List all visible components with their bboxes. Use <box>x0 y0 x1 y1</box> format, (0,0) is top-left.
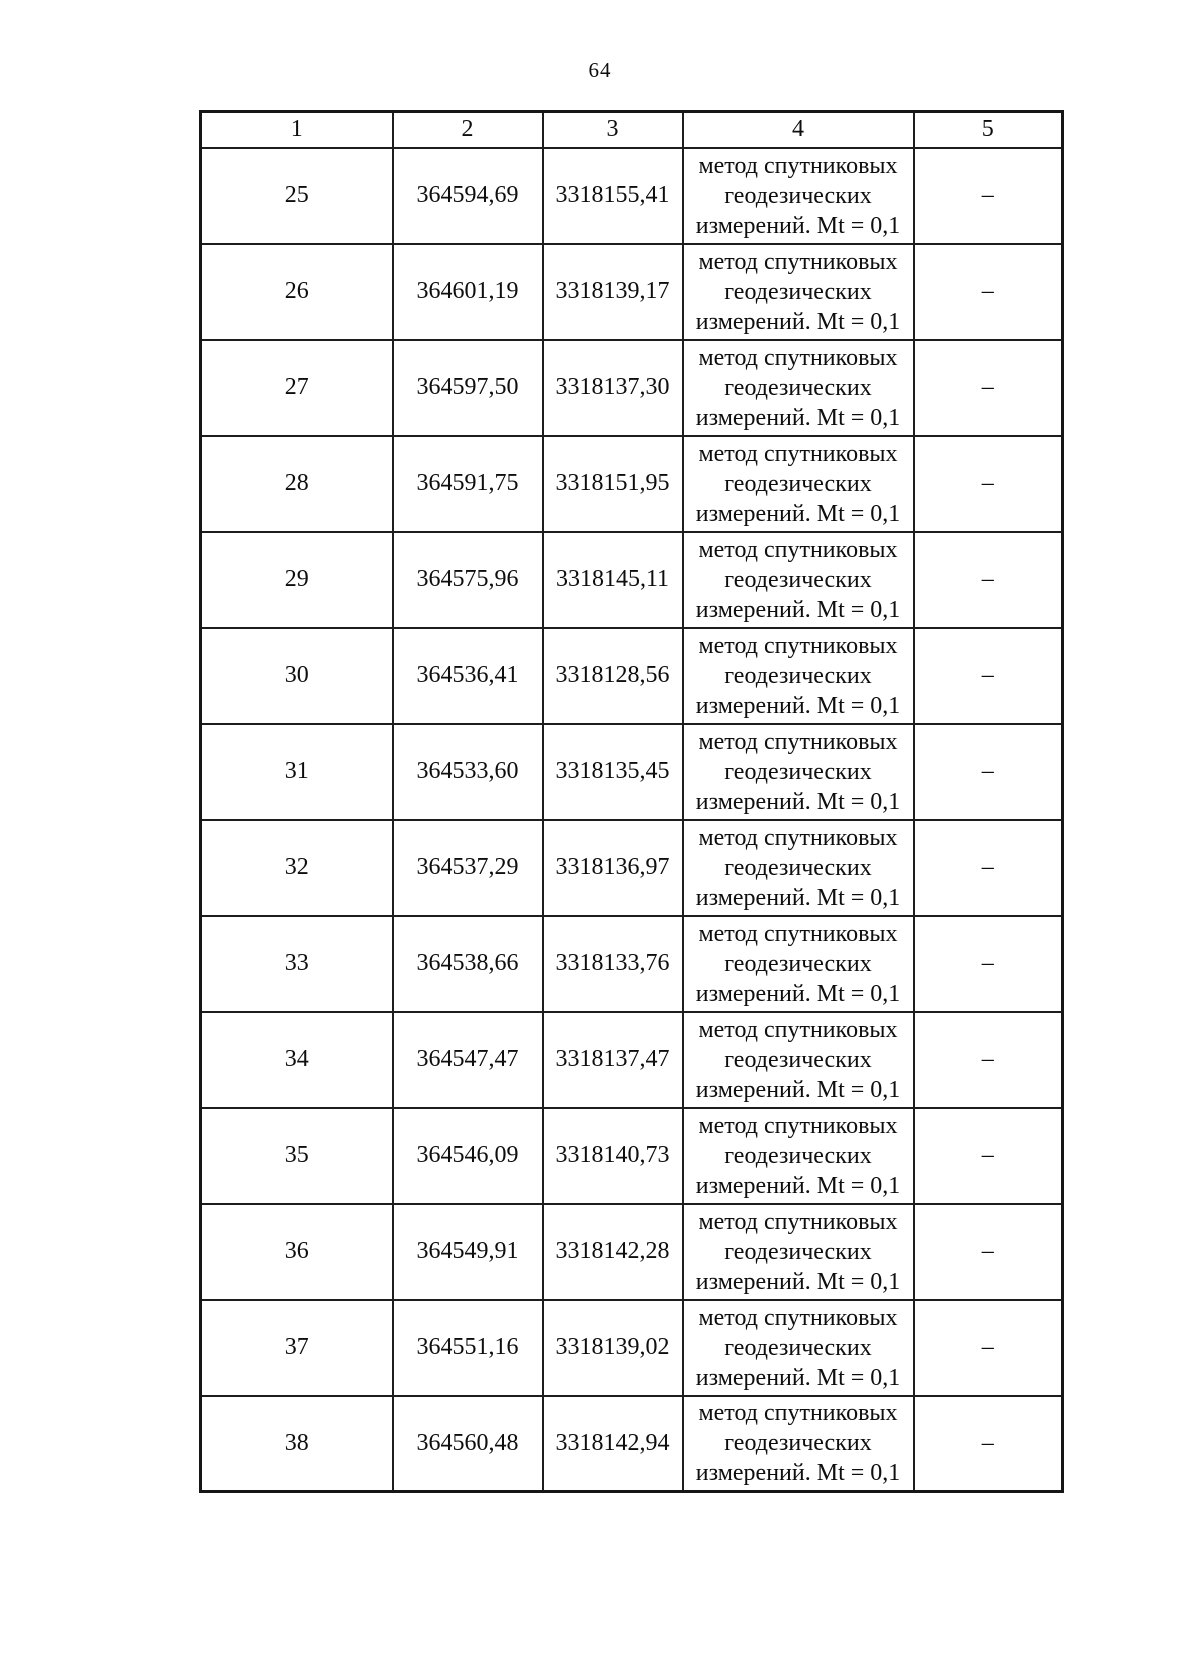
method-line: метод спутниковых <box>698 344 898 371</box>
method-line: метод спутниковых <box>698 824 898 851</box>
method-line: измерений. Mt = 0,1 <box>695 1364 901 1391</box>
method-line: метод спутниковых <box>698 1400 898 1427</box>
coordinate-y-cell: 3318128,56 <box>543 628 683 724</box>
method-line: метод спутниковых <box>698 152 898 179</box>
method-cell <box>683 244 914 340</box>
method-line: измерений. Mt = 0,1 <box>695 404 901 431</box>
method-line: геодезических <box>724 1430 872 1457</box>
accuracy-cell: – <box>914 1396 1063 1492</box>
table-row <box>201 1396 1063 1492</box>
method-line: измерений. Mt = 0,1 <box>695 500 901 527</box>
coordinate-y-cell: 3318133,76 <box>543 916 683 1012</box>
coordinate-x-cell: 364560,48 <box>393 1396 543 1492</box>
method-line: метод спутниковых <box>698 440 898 467</box>
method-line: метод спутниковых <box>698 1112 898 1139</box>
table-row <box>201 244 1063 340</box>
accuracy-cell: – <box>914 1108 1063 1204</box>
method-line: геодезических <box>724 1046 872 1073</box>
table-body <box>201 148 1063 1492</box>
method-line: измерений. Mt = 0,1 <box>695 884 901 911</box>
point-number-cell: 33 <box>201 916 393 1012</box>
accuracy-cell: – <box>914 532 1063 628</box>
method-cell <box>683 1300 914 1396</box>
method-line: геодезических <box>724 854 872 881</box>
coordinate-y-cell: 3318136,97 <box>543 820 683 916</box>
point-number-cell: 30 <box>201 628 393 724</box>
accuracy-cell: – <box>914 820 1063 916</box>
coordinate-y-cell: 3318137,47 <box>543 1012 683 1108</box>
accuracy-cell: – <box>914 1012 1063 1108</box>
method-line: метод спутниковых <box>698 1016 898 1043</box>
table-row <box>201 148 1063 244</box>
point-number-cell: 36 <box>201 1204 393 1300</box>
point-number-cell: 29 <box>201 532 393 628</box>
method-cell <box>683 148 914 244</box>
method-line: метод спутниковых <box>698 1304 898 1331</box>
method-line: геодезических <box>724 470 872 497</box>
accuracy-cell: – <box>914 916 1063 1012</box>
coordinate-y-cell: 3318145,11 <box>543 532 683 628</box>
coordinate-y-cell: 3318139,17 <box>543 244 683 340</box>
method-line: геодезических <box>724 182 872 209</box>
coordinate-x-cell: 364575,96 <box>393 532 543 628</box>
accuracy-cell: – <box>914 724 1063 820</box>
coordinate-x-cell: 364536,41 <box>393 628 543 724</box>
table-row <box>201 820 1063 916</box>
accuracy-cell: – <box>914 436 1063 532</box>
coordinate-y-cell: 3318137,30 <box>543 340 683 436</box>
method-line: измерений. Mt = 0,1 <box>695 308 901 335</box>
point-number-cell: 37 <box>201 1300 393 1396</box>
accuracy-cell: – <box>914 1204 1063 1300</box>
method-line: геодезических <box>724 1334 872 1361</box>
coordinate-x-cell: 364533,60 <box>393 724 543 820</box>
coordinate-y-cell: 3318135,45 <box>543 724 683 820</box>
table-header <box>201 112 1063 148</box>
method-line: геодезических <box>724 278 872 305</box>
table-row <box>201 1300 1063 1396</box>
accuracy-cell: – <box>914 628 1063 724</box>
method-line: геодезических <box>724 374 872 401</box>
method-line: геодезических <box>724 950 872 977</box>
coordinate-x-cell: 364537,29 <box>393 820 543 916</box>
coordinate-x-cell: 364601,19 <box>393 244 543 340</box>
method-cell <box>683 1396 914 1492</box>
coordinate-y-cell: 3318140,73 <box>543 1108 683 1204</box>
method-line: метод спутниковых <box>698 1208 898 1235</box>
column-header-3: 3 <box>543 112 683 148</box>
method-cell <box>683 916 914 1012</box>
method-line: геодезических <box>724 1142 872 1169</box>
coordinate-x-cell: 364547,47 <box>393 1012 543 1108</box>
method-line: измерений. Mt = 0,1 <box>695 1172 901 1199</box>
coordinate-x-cell: 364549,91 <box>393 1204 543 1300</box>
method-line: геодезических <box>724 1238 872 1265</box>
point-number-cell: 34 <box>201 1012 393 1108</box>
coordinate-x-cell: 364538,66 <box>393 916 543 1012</box>
point-number-cell: 25 <box>201 148 393 244</box>
method-line: метод спутниковых <box>698 248 898 275</box>
accuracy-cell: – <box>914 1300 1063 1396</box>
method-line: геодезических <box>724 566 872 593</box>
point-number-cell: 26 <box>201 244 393 340</box>
accuracy-cell: – <box>914 244 1063 340</box>
method-line: измерений. Mt = 0,1 <box>695 1268 901 1295</box>
table-row <box>201 532 1063 628</box>
method-cell <box>683 532 914 628</box>
point-number-cell: 31 <box>201 724 393 820</box>
accuracy-cell: – <box>914 340 1063 436</box>
column-header-5: 5 <box>914 112 1063 148</box>
point-number-cell: 27 <box>201 340 393 436</box>
method-line: измерений. Mt = 0,1 <box>695 788 901 815</box>
table-row <box>201 436 1063 532</box>
method-line: геодезических <box>724 758 872 785</box>
coordinate-x-cell: 364551,16 <box>393 1300 543 1396</box>
method-line: метод спутниковых <box>698 536 898 563</box>
method-line: измерений. Mt = 0,1 <box>695 1076 901 1103</box>
method-line: измерений. Mt = 0,1 <box>695 1460 901 1487</box>
page-number: 64 <box>588 58 612 82</box>
point-number-cell: 28 <box>201 436 393 532</box>
coordinate-y-cell: 3318155,41 <box>543 148 683 244</box>
table-row <box>201 916 1063 1012</box>
table-row <box>201 340 1063 436</box>
method-line: метод спутниковых <box>698 632 898 659</box>
table-row <box>201 1012 1063 1108</box>
column-header-2: 2 <box>393 112 543 148</box>
method-cell <box>683 628 914 724</box>
method-cell <box>683 436 914 532</box>
method-line: метод спутниковых <box>698 728 898 755</box>
coordinate-y-cell: 3318142,28 <box>543 1204 683 1300</box>
column-header-1: 1 <box>201 112 393 148</box>
method-line: измерений. Mt = 0,1 <box>695 596 901 623</box>
method-cell <box>683 340 914 436</box>
coordinate-x-cell: 364546,09 <box>393 1108 543 1204</box>
method-line: метод спутниковых <box>698 920 898 947</box>
coordinates-table <box>199 110 1064 1493</box>
coordinate-x-cell: 364591,75 <box>393 436 543 532</box>
method-cell <box>683 1108 914 1204</box>
point-number-cell: 32 <box>201 820 393 916</box>
point-number-cell: 38 <box>201 1396 393 1492</box>
accuracy-cell: – <box>914 148 1063 244</box>
table-row <box>201 724 1063 820</box>
method-cell <box>683 820 914 916</box>
method-cell <box>683 724 914 820</box>
method-cell <box>683 1204 914 1300</box>
method-line: геодезических <box>724 662 872 689</box>
method-line: измерений. Mt = 0,1 <box>695 692 901 719</box>
coordinate-y-cell: 3318151,95 <box>543 436 683 532</box>
header-row <box>201 112 1063 148</box>
coordinate-y-cell: 3318142,94 <box>543 1396 683 1492</box>
point-number-cell: 35 <box>201 1108 393 1204</box>
coordinate-x-cell: 364597,50 <box>393 340 543 436</box>
table-row <box>201 1108 1063 1204</box>
method-cell <box>683 1012 914 1108</box>
coordinate-x-cell: 364594,69 <box>393 148 543 244</box>
table-row <box>201 628 1063 724</box>
method-line: измерений. Mt = 0,1 <box>695 980 901 1007</box>
table-row <box>201 1204 1063 1300</box>
coordinate-y-cell: 3318139,02 <box>543 1300 683 1396</box>
column-header-4: 4 <box>683 112 914 148</box>
method-line: измерений. Mt = 0,1 <box>695 212 901 239</box>
